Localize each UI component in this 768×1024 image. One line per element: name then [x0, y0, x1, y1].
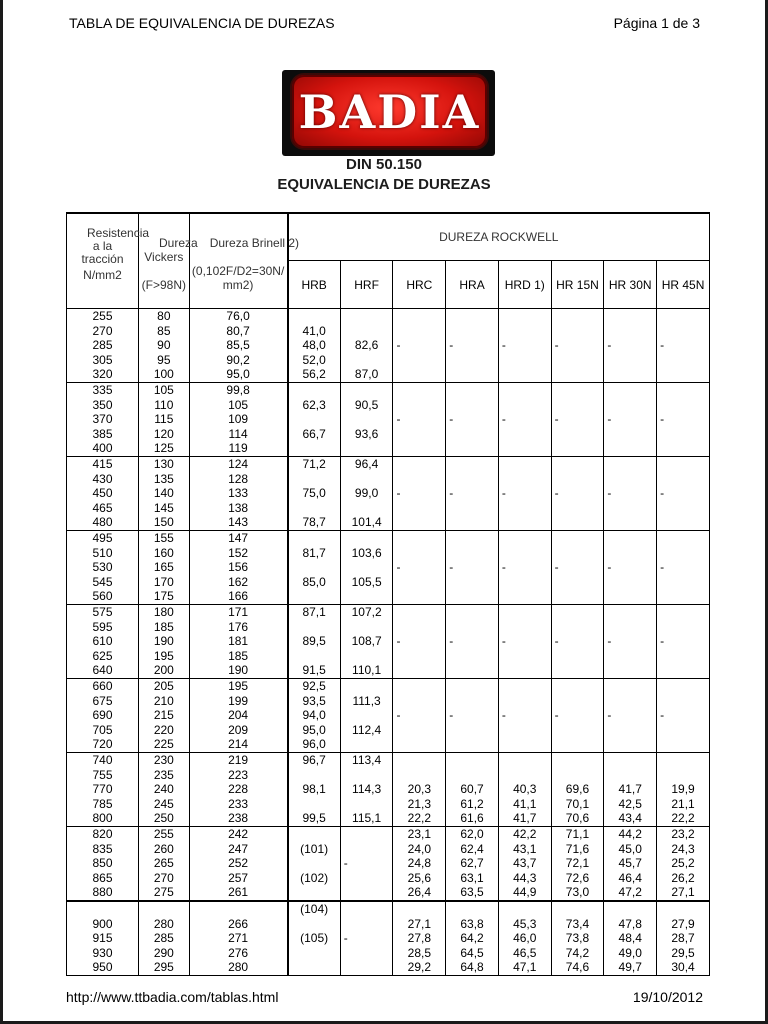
table-cell-hb: [189, 309, 287, 383]
cell-values: 73,4 73,8 74,2 74,6: [565, 916, 590, 975]
table-row: [67, 753, 710, 827]
table-cell-hra: [446, 531, 499, 605]
badia-logo: [282, 70, 495, 156]
cell-values: 40,3 41,1 41,7: [513, 782, 537, 826]
table-row: [67, 383, 710, 457]
table-cell-h15: [551, 753, 604, 827]
table-cell-hra: [446, 457, 499, 531]
table-cell-hrd: [498, 457, 551, 531]
cell-values: 96,4 99,0 101,4: [351, 457, 382, 530]
cell-values: 96,7 98,1 99,5: [302, 753, 326, 826]
table-cell-hrc: [393, 383, 446, 457]
table-cell-h45: [657, 901, 710, 975]
table-cell-hra: [446, 383, 499, 457]
table-cell-res: [67, 827, 139, 901]
table-cell-hrc: [393, 605, 446, 679]
header-vickers-label: Dureza Vickers: [144, 236, 198, 264]
table-row: [67, 531, 710, 605]
standard-title: DIN 50.150: [346, 156, 422, 173]
table-row: [67, 605, 710, 679]
header-hr45n: HR 45N: [657, 261, 710, 309]
table-cell-h30: [604, 827, 657, 901]
cell-values: 495 510 530 545 560: [92, 531, 113, 604]
cell-values: 62,0 62,4 62,7 63,1 63,5: [460, 827, 484, 900]
logo-plate: [292, 75, 487, 148]
table-cell-hrd: [498, 753, 551, 827]
table-cell-hv: [138, 531, 189, 605]
cell-values: 900 915 930 950: [92, 916, 113, 975]
cell-values: 19,9 21,1 22,2: [671, 782, 695, 826]
cell-values: 124 128 133 138 143: [228, 457, 249, 530]
cell-values: 415 430 450 465 480: [92, 457, 113, 530]
cell-values: 107,2 108,7 110,1: [351, 605, 382, 678]
table-row: [67, 457, 710, 531]
table-cell-hrc: [393, 457, 446, 531]
table-row: [67, 827, 710, 901]
cell-values: 147 152 156 162 166: [228, 531, 249, 604]
table-cell-hrf: [340, 309, 393, 383]
table-cell-hb: [189, 679, 287, 753]
table-cell-hb: [189, 605, 287, 679]
table-cell-hrb: [288, 605, 341, 679]
cell-values: -: [501, 560, 506, 575]
cell-values: (101) (102): [300, 841, 329, 885]
cell-values: 71,2 75,0 78,7: [302, 457, 326, 530]
cell-values: 41,7 42,5 43,4: [618, 782, 642, 826]
hardness-table: [66, 212, 710, 976]
cell-values: -: [660, 486, 665, 501]
cell-values: (104) (105): [300, 901, 329, 946]
table-cell-h15: [551, 901, 604, 975]
table-cell-hrf: [340, 383, 393, 457]
table-cell-res: [67, 531, 139, 605]
cell-values: 280 285 290 295: [153, 916, 174, 975]
cell-values: -: [396, 708, 401, 723]
cell-values: 255 260 265 270 275: [153, 827, 174, 900]
table-cell-hrd: [498, 383, 551, 457]
table-cell-hrf: [340, 605, 393, 679]
cell-values: -: [396, 486, 401, 501]
table-cell-hrb: [288, 531, 341, 605]
table-cell-hv: [138, 827, 189, 901]
table-cell-hrc: [393, 309, 446, 383]
table-cell-hra: [446, 309, 499, 383]
table-cell-h15: [551, 679, 604, 753]
cell-values: -: [449, 412, 454, 427]
cell-values: -: [449, 338, 454, 353]
table-cell-res: [67, 679, 139, 753]
table-cell-res: [67, 605, 139, 679]
table-cell-hra: [446, 753, 499, 827]
table-cell-hv: [138, 309, 189, 383]
cell-values: -: [501, 338, 506, 353]
table-cell-h15: [551, 827, 604, 901]
cell-values: 69,6 70,1 70,6: [565, 782, 590, 826]
document-heading: EQUIVALENCIA DE DUREZAS: [277, 176, 491, 193]
cell-values: -: [449, 634, 454, 649]
table-cell-hrb: [288, 383, 341, 457]
cell-values: 27,9 28,7 29,5 30,4: [671, 916, 695, 975]
table-cell-h45: [657, 309, 710, 383]
cell-values: 23,2 24,3 25,2 26,2 27,1: [671, 827, 695, 900]
cell-values: 820 835 850 865 880: [92, 827, 113, 900]
table-cell-res: [67, 383, 139, 457]
cell-values: 62,3 66,7: [302, 397, 326, 441]
table-cell-hrc: [393, 531, 446, 605]
table-cell-hrd: [498, 901, 551, 975]
cell-values: -: [660, 708, 665, 723]
table-cell-h15: [551, 383, 604, 457]
header-hr15n: HR 15N: [551, 261, 604, 309]
table-cell-hrc: [393, 753, 446, 827]
cell-values: 76,0 80,7 85,5 90,2 95,0: [226, 309, 250, 382]
table-cell-h15: [551, 309, 604, 383]
table-cell-h45: [657, 383, 710, 457]
table-cell-hrd: [498, 679, 551, 753]
table-cell-h15: [551, 531, 604, 605]
table-cell-hb: [189, 901, 287, 975]
document-header-title: TABLA DE EQUIVALENCIA DE DUREZAS: [69, 15, 335, 31]
footer-url[interactable]: http://www.ttbadia.com/tablas.html: [66, 989, 279, 1005]
cell-values: -: [449, 560, 454, 575]
table-cell-hv: [138, 383, 189, 457]
cell-values: 242 247 252 257 261: [228, 827, 249, 900]
table-cell-h45: [657, 753, 710, 827]
cell-values: 92,5 93,5 94,0 95,0 96,0: [302, 679, 326, 752]
cell-values: -: [501, 634, 506, 649]
page-number: Página 1 de 3: [613, 15, 700, 31]
cell-values: -: [607, 634, 612, 649]
table-cell-hb: [189, 531, 287, 605]
header-hra: HRA: [446, 261, 499, 309]
cell-values: 60,7 61,2 61,6: [460, 782, 484, 826]
cell-values: 47,8 48,4 49,0 49,7: [618, 916, 642, 975]
table-cell-h30: [604, 309, 657, 383]
cell-values: 130 135 140 145 150: [153, 457, 174, 530]
header-hr30n: HR 30N: [604, 261, 657, 309]
cell-values: 105 110 115 120 125: [153, 383, 174, 456]
cell-values: -: [607, 486, 612, 501]
cell-values: -: [554, 412, 559, 427]
table-cell-hrc: [393, 679, 446, 753]
table-cell-res: [67, 457, 139, 531]
cell-values: -: [554, 634, 559, 649]
table-cell-h45: [657, 827, 710, 901]
cell-values: 90,5 93,6: [354, 397, 379, 441]
cell-values: 113,4 114,3 115,1: [352, 753, 382, 826]
table-cell-hrb: [288, 753, 341, 827]
cell-values: -: [501, 412, 506, 427]
cell-values: 45,3 46,0 46,5 47,1: [513, 916, 537, 975]
table-cell-h30: [604, 605, 657, 679]
table-row: [67, 901, 710, 975]
table-body: [67, 309, 710, 976]
cell-values: 71,1 71,6 72,1 72,6 73,0: [565, 827, 590, 900]
table-cell-hv: [138, 457, 189, 531]
cell-values: 255 270 285 305 320: [92, 309, 113, 382]
header-rockwell: DUREZA ROCKWELL: [288, 213, 710, 261]
table-cell-hv: [138, 605, 189, 679]
table-cell-hrd: [498, 309, 551, 383]
footer-date: 19/10/2012: [632, 989, 703, 1005]
cell-values: 155 160 165 170 175: [153, 531, 174, 604]
table-cell-hrb: [288, 309, 341, 383]
table-cell-hb: [189, 753, 287, 827]
cell-values: 171 176 181 185 190: [228, 605, 249, 678]
header-hrd: HRD 1): [498, 261, 551, 309]
cell-values: -: [554, 486, 559, 501]
table-row: [67, 679, 710, 753]
header-hrf: HRF: [340, 261, 393, 309]
cell-values: 41,0 48,0 52,0 56,2: [302, 323, 326, 382]
cell-values: -: [449, 486, 454, 501]
cell-values: 111,3 112,4: [352, 693, 382, 737]
logo-text: BADIA: [298, 84, 481, 139]
cell-values: 230 235 240 245 250: [153, 753, 174, 826]
header-hrc: HRC: [393, 261, 446, 309]
cell-values: 205 210 215 220 225: [153, 679, 174, 752]
table-cell-h30: [604, 457, 657, 531]
cell-values: 44,2 45,0 45,7 46,4 47,2: [618, 827, 642, 900]
cell-values: 80 85 90 95 100: [153, 309, 174, 382]
cell-values: -: [607, 338, 612, 353]
cell-values: 219 223 228 233 238: [228, 753, 249, 826]
table-cell-hrd: [498, 531, 551, 605]
header-brinell-label: Dureza Brinell 2): [209, 236, 300, 250]
header-resistencia: [67, 213, 150, 309]
table-cell-hv: [138, 753, 189, 827]
table-cell-hrb: [288, 457, 341, 531]
table-cell-h30: [604, 753, 657, 827]
table-cell-h15: [551, 605, 604, 679]
table-cell-hrc: [393, 827, 446, 901]
cell-values: -: [343, 931, 348, 946]
table-cell-hrf: [340, 679, 393, 753]
cell-values: 660 675 690 705 720: [92, 679, 113, 752]
table-cell-hrd: [498, 827, 551, 901]
cell-values: 99,8 105 109 114 119: [226, 383, 250, 456]
cell-values: 42,2 43,1 43,7 44,3 44,9: [513, 827, 537, 900]
table-cell-h30: [604, 679, 657, 753]
table-cell-h45: [657, 457, 710, 531]
table-cell-res: [67, 309, 139, 383]
table-cell-res: [67, 753, 139, 827]
cell-values: -: [501, 486, 506, 501]
header-hrb: HRB: [288, 261, 341, 309]
table-cell-hra: [446, 827, 499, 901]
cell-values: 740 755 770 785 800: [92, 753, 113, 826]
table-cell-hrb: [288, 827, 341, 901]
cell-values: -: [554, 560, 559, 575]
cell-values: -: [607, 560, 612, 575]
header-resistencia-unit: N/mm2: [83, 268, 122, 282]
table-cell-hra: [446, 605, 499, 679]
table-cell-h45: [657, 531, 710, 605]
table-cell-hrb: [288, 901, 341, 975]
cell-values: 87,1 89,5 91,5: [302, 605, 326, 678]
table-cell-hb: [189, 457, 287, 531]
table-cell-hra: [446, 679, 499, 753]
table-cell-hrf: [340, 827, 393, 901]
cell-values: 195 199 204 209 214: [228, 679, 249, 752]
cell-values: -: [554, 708, 559, 723]
cell-values: -: [660, 634, 665, 649]
table-cell-h30: [604, 901, 657, 975]
cell-values: 266 271 276 280: [228, 916, 249, 975]
cell-values: 335 350 370 385 400: [92, 383, 113, 456]
cell-values: -: [396, 338, 401, 353]
table-cell-hrd: [498, 605, 551, 679]
table-cell-hrb: [288, 679, 341, 753]
table-cell-h45: [657, 605, 710, 679]
cell-values: -: [396, 412, 401, 427]
cell-values: 20,3 21,3 22,2: [407, 782, 431, 826]
table-cell-hrf: [340, 457, 393, 531]
table-cell-res: [67, 901, 139, 975]
table-cell-hb: [189, 383, 287, 457]
table-cell-hrf: [340, 901, 393, 975]
table-row: [67, 309, 710, 383]
cell-values: -: [554, 338, 559, 353]
cell-values: 82,6 87,0: [354, 338, 379, 382]
cell-values: 103,6 105,5: [351, 545, 382, 589]
table-cell-h45: [657, 679, 710, 753]
cell-values: 575 595 610 625 640: [92, 605, 113, 678]
table-cell-hv: [138, 901, 189, 975]
cell-values: -: [343, 856, 348, 871]
cell-values: -: [607, 708, 612, 723]
cell-values: -: [660, 412, 665, 427]
table-cell-hrf: [340, 753, 393, 827]
cell-values: -: [607, 412, 612, 427]
table-cell-hrf: [340, 531, 393, 605]
table-cell-hrc: [393, 901, 446, 975]
table-cell-hv: [138, 679, 189, 753]
table-cell-hb: [189, 827, 287, 901]
cell-values: -: [396, 634, 401, 649]
cell-values: 23,1 24,0 24,8 25,6 26,4: [407, 827, 431, 900]
header-brinell-note: (0,102F/D2=30N/ mm2): [191, 264, 285, 292]
table-cell-h30: [604, 531, 657, 605]
cell-values: -: [660, 338, 665, 353]
cell-values: 27,1 27,8 28,5 29,2: [407, 916, 431, 975]
cell-values: 81,7 85,0: [302, 545, 326, 589]
cell-values: 180 185 190 195 200: [153, 605, 174, 678]
table-cell-hra: [446, 901, 499, 975]
cell-values: 63,8 64,2 64,5 64,8: [460, 916, 484, 975]
header-brinell: [189, 213, 300, 309]
table-cell-h30: [604, 383, 657, 457]
header-resistencia-label: Resistencia a la tracción: [81, 226, 150, 266]
cell-values: -: [660, 560, 665, 575]
cell-values: -: [449, 708, 454, 723]
header-vickers-note: (F>98N): [141, 278, 186, 292]
table-cell-h15: [551, 457, 604, 531]
cell-values: -: [501, 708, 506, 723]
cell-values: -: [396, 560, 401, 575]
